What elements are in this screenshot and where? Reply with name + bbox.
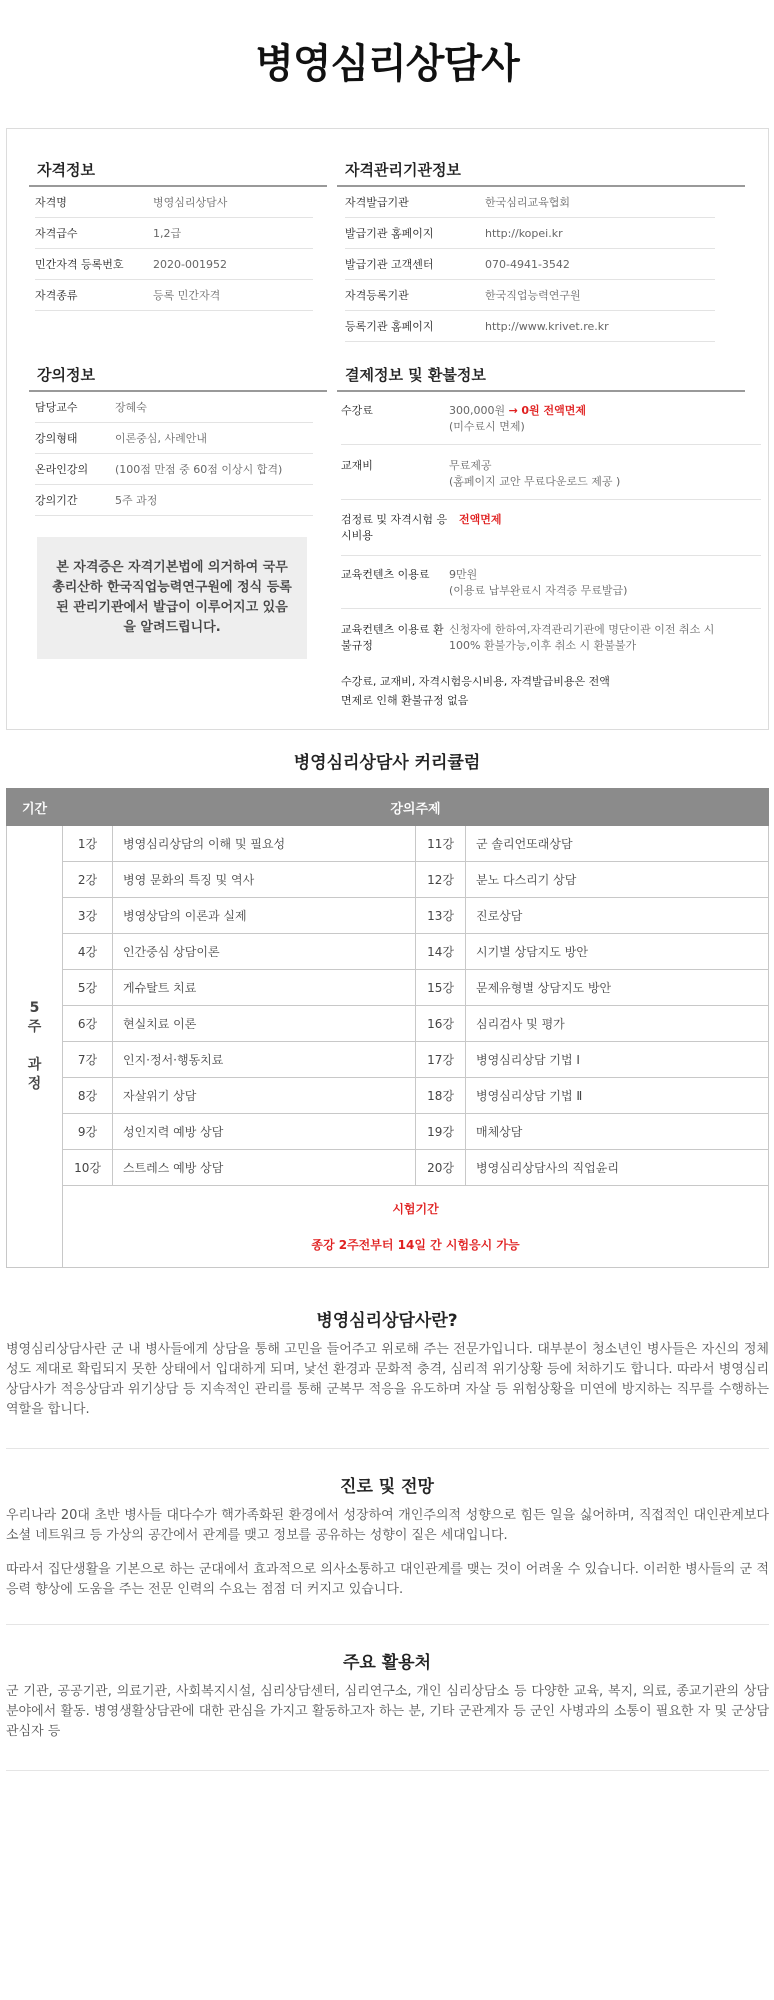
lecture-name: 인간중심 상담이론 bbox=[113, 934, 416, 970]
lecture-name: 병영심리상담사의 직업윤리 bbox=[466, 1150, 769, 1186]
institution-row bbox=[345, 187, 715, 218]
lecture-number: 11강 bbox=[416, 826, 466, 862]
lecture-name: 스트레스 예방 상담 bbox=[113, 1150, 416, 1186]
lecture-name: 군 솔리언또래상담 bbox=[466, 826, 769, 862]
content-fee-text: 9만원 bbox=[449, 568, 478, 581]
table-row bbox=[7, 934, 769, 970]
payment-material-row bbox=[341, 458, 761, 500]
payment-footnote: 수강료, 교재비, 자격시험응시비용, 자격발급비용은 전액면제로 인해 환불규정 없음 bbox=[341, 675, 610, 707]
table-row bbox=[7, 862, 769, 898]
section-divider bbox=[6, 1770, 769, 1771]
lecture-name: 시기별 상담지도 방안 bbox=[466, 934, 769, 970]
homepage-link[interactable]: http://www.krivet.re.kr bbox=[485, 319, 609, 333]
lecture-number: 8강 bbox=[63, 1078, 113, 1114]
course-row bbox=[35, 423, 313, 454]
table-row bbox=[7, 1150, 769, 1186]
curriculum-table bbox=[6, 788, 769, 1268]
lecture-number: 20강 bbox=[416, 1150, 466, 1186]
fee-arrow: → bbox=[508, 404, 518, 417]
row-value: 병영심리상담사 bbox=[153, 196, 228, 209]
exam-fee-value bbox=[459, 512, 771, 528]
qualification-row bbox=[35, 249, 313, 280]
lecture-number: 4강 bbox=[63, 934, 113, 970]
row-value: 070-4941-3542 bbox=[485, 257, 570, 271]
course-row bbox=[35, 454, 313, 485]
period-line: 과 bbox=[27, 1057, 42, 1073]
payment-title: 결제정보 및 환불정보 bbox=[345, 366, 486, 384]
lecture-name: 병영상담의 이론과 실제 bbox=[113, 898, 416, 934]
row-label: 발급기관 고객센터 bbox=[345, 258, 434, 271]
exam-fee-label: 검정료 및 자격시험 응시비용 bbox=[341, 513, 448, 542]
row-value: 1,2급 bbox=[153, 227, 182, 240]
row-label: 자격급수 bbox=[35, 227, 78, 240]
article-paragraph: 병영심리상담사란 군 내 병사들에게 상담을 통해 고민을 들어주고 위로해 주는 전문가입니다. 대부분이 청소년인 병사들은 자신의 정체성도 제대로 확립되지 못한 상태에서 입대하게 되며, 낯선 환경과 문화적 충격, 심리적 위기상황 등에 처하기도 합니다. 따라서 병영심리상담사가 적응상담과 위기상담 등 지속적인 관리를 통해 군복무 적응을 유도하며 자살 등 위험상황을 미연에 방지하는 직무를 수행하는 역할을 합니다. bbox=[6, 1342, 769, 1417]
table-row bbox=[7, 898, 769, 934]
fee-value bbox=[449, 403, 761, 435]
content-fee-label: 교육컨텐츠 이용료 bbox=[341, 568, 430, 581]
payment-content-row bbox=[341, 567, 761, 609]
fee-note: (미수료시 면제) bbox=[449, 420, 525, 433]
lecture-number: 1강 bbox=[63, 826, 113, 862]
table-row bbox=[7, 1114, 769, 1150]
lecture-number: 13강 bbox=[416, 898, 466, 934]
lecture-number: 5강 bbox=[63, 970, 113, 1006]
row-value: 한국직업능력연구원 bbox=[485, 289, 581, 302]
fee-original: 300,000원 bbox=[449, 404, 506, 417]
row-label: 발급기관 홈페이지 bbox=[345, 227, 434, 240]
lecture-name: 문제유형별 상담지도 방안 bbox=[466, 970, 769, 1006]
lecture-name: 병영심리상담의 이해 및 필요성 bbox=[113, 826, 416, 862]
row-label: 자격발급기관 bbox=[345, 196, 409, 209]
lecture-number: 2강 bbox=[63, 862, 113, 898]
table-row bbox=[7, 1078, 769, 1114]
lecture-number: 12강 bbox=[416, 862, 466, 898]
row-label: 등록기관 홈페이지 bbox=[345, 320, 434, 333]
material-label: 교재비 bbox=[341, 459, 373, 472]
qualification-row bbox=[35, 280, 313, 311]
row-value: 장혜숙 bbox=[115, 401, 147, 414]
row-value: 5주 과정 bbox=[115, 494, 158, 507]
payment-exam-row bbox=[341, 512, 761, 556]
article-title: 주요 활용처 bbox=[342, 1653, 432, 1673]
row-value: (100점 만점 중 60점 이상시 합격) bbox=[115, 463, 283, 476]
lecture-name: 병영 문화의 특징 및 역사 bbox=[113, 862, 416, 898]
lecture-name: 진로상담 bbox=[466, 898, 769, 934]
row-value: 2020-001952 bbox=[153, 257, 227, 271]
fee-free: 0원 전액면제 bbox=[521, 404, 586, 417]
section-divider bbox=[6, 1448, 769, 1449]
article-title: 병영심리상담사란? bbox=[316, 1311, 458, 1331]
table-row bbox=[7, 1006, 769, 1042]
row-value: 등록 민간자격 bbox=[153, 289, 221, 302]
exam-fee-text: 전액면제 bbox=[459, 513, 502, 526]
curriculum-title: 병영심리상담사 커리큘럼 bbox=[293, 753, 481, 773]
payment-fee-row bbox=[341, 403, 761, 445]
lecture-number: 6강 bbox=[63, 1006, 113, 1042]
qualification-title: 자격정보 bbox=[37, 161, 95, 179]
row-label: 강의기간 bbox=[35, 494, 78, 507]
period-line: 정 bbox=[27, 1076, 42, 1092]
row-value: 이론중심, 사례안내 bbox=[115, 432, 208, 445]
lecture-name: 게슈탈트 치료 bbox=[113, 970, 416, 1006]
material-note: (홈페이지 교안 무료다운로드 제공 ) bbox=[449, 475, 621, 488]
info-box bbox=[6, 128, 769, 730]
article-paragraph: 군 기관, 공공기관, 의료기관, 사회복지시설, 심리상담센터, 심리연구소, 개인 심리상담소 등 다양한 교육, 복지, 의료, 종교기관의 상담분야에서 활동. 병영생활상담관에 대한 관심을 가지고 활동하고자 하는 분, 기타 군관계자 등 군인 사병과의 소통이 필요한 자 및 군상담 관심자 등 bbox=[6, 1684, 769, 1739]
homepage-link[interactable]: http://kopei.kr bbox=[485, 226, 563, 240]
period-cell bbox=[7, 826, 63, 1268]
lecture-number: 3강 bbox=[63, 898, 113, 934]
lecture-number: 10강 bbox=[63, 1150, 113, 1186]
col-topic: 강의주제 bbox=[63, 789, 769, 826]
lecture-number: 14강 bbox=[416, 934, 466, 970]
fee-label: 수강료 bbox=[341, 404, 373, 417]
lecture-number: 7강 bbox=[63, 1042, 113, 1078]
exam-period-desc: 종강 2주전부터 14일 간 시험응시 가능 bbox=[311, 1237, 520, 1252]
institution-row bbox=[345, 280, 715, 311]
institution-row bbox=[345, 249, 715, 280]
exam-period-title: 시험기간 bbox=[392, 1201, 439, 1216]
lecture-number: 17강 bbox=[416, 1042, 466, 1078]
exam-period-cell bbox=[63, 1186, 769, 1268]
refund-label: 교육컨텐츠 이용료 환불규정 bbox=[341, 623, 444, 652]
institution-title: 자격관리기관정보 bbox=[345, 161, 461, 179]
row-value: 한국심리교육협회 bbox=[485, 196, 571, 209]
lecture-name: 병영심리상담 기법 Ⅰ bbox=[466, 1042, 769, 1078]
row-label: 민간자격 등록번호 bbox=[35, 258, 124, 271]
course-row bbox=[35, 392, 313, 423]
lecture-name: 분노 다스리기 상담 bbox=[466, 862, 769, 898]
row-label: 온라인강의 bbox=[35, 463, 89, 476]
content-fee-value bbox=[449, 567, 761, 599]
lecture-name: 심리검사 및 평가 bbox=[466, 1006, 769, 1042]
course-row bbox=[35, 485, 313, 516]
row-label: 담당교수 bbox=[35, 401, 78, 414]
lecture-name: 매체상담 bbox=[466, 1114, 769, 1150]
section-divider bbox=[6, 1624, 769, 1625]
content-fee-note: (이용료 납부완료시 자격증 무료발급) bbox=[449, 584, 628, 597]
lecture-number: 18강 bbox=[416, 1078, 466, 1114]
article-paragraph: 따라서 집단생활을 기본으로 하는 군대에서 효과적으로 의사소통하고 대인관계를 맺는 것이 어려울 수 있습니다. 이러한 병사들의 군 적응력 향상에 도움을 주는 전문 인력의 수요는 점점 더 커지고 있습니다. bbox=[6, 1562, 769, 1597]
lecture-number: 9강 bbox=[63, 1114, 113, 1150]
refund-value: 신청자에 한하여,자격관리기관에 명단이관 이전 취소 시 100% 환불가능,이후 취소 시 환불불가 bbox=[449, 623, 715, 652]
institution-row bbox=[345, 218, 715, 249]
lecture-name: 병영심리상담 기법 Ⅱ bbox=[466, 1078, 769, 1114]
payment-refund-row bbox=[341, 622, 761, 662]
col-period: 기간 bbox=[7, 789, 63, 826]
article-paragraph: 우리나라 20대 초반 병사들 대다수가 핵가족화된 환경에서 성장하여 개인주의적 성향으로 힘든 일을 싫어하며, 직접적인 대인관계보다 소셜 네트워크 등 가상의 공간에서 관계를 맺고 정보를 공유하는 성향이 짙은 세대입니다. bbox=[6, 1508, 769, 1543]
institution-row bbox=[345, 311, 715, 342]
period-line: 5 bbox=[29, 1000, 40, 1016]
payment-divider bbox=[337, 390, 745, 392]
lecture-name: 자살위기 상담 bbox=[113, 1078, 416, 1114]
lecture-number: 15강 bbox=[416, 970, 466, 1006]
qualification-row bbox=[35, 187, 313, 218]
lecture-name: 현실치료 이론 bbox=[113, 1006, 416, 1042]
lecture-number: 19강 bbox=[416, 1114, 466, 1150]
row-label: 자격종류 bbox=[35, 289, 78, 302]
article-title: 진로 및 전망 bbox=[340, 1477, 434, 1497]
qualification-notice: 본 자격증은 자격기본법에 의거하여 국무총리산하 한국직업능력연구원에 정식 등록된 관리기관에서 발급이 이루어지고 있음을 알려드립니다. bbox=[37, 537, 307, 659]
page-title: 병영심리상담사 bbox=[255, 41, 519, 87]
lecture-number: 16강 bbox=[416, 1006, 466, 1042]
lecture-name: 성인지력 예방 상담 bbox=[113, 1114, 416, 1150]
table-row bbox=[7, 970, 769, 1006]
table-row bbox=[7, 1042, 769, 1078]
exam-row bbox=[7, 1186, 769, 1268]
material-value bbox=[449, 458, 761, 490]
qualification-row bbox=[35, 218, 313, 249]
period-line: 주 bbox=[27, 1019, 42, 1035]
material-text: 무료제공 bbox=[449, 459, 492, 472]
curriculum-header bbox=[7, 789, 769, 826]
course-title: 강의정보 bbox=[37, 366, 95, 384]
row-label: 자격등록기관 bbox=[345, 289, 409, 302]
row-label: 자격명 bbox=[35, 196, 67, 209]
row-label: 강의형태 bbox=[35, 432, 78, 445]
lecture-name: 인지·정서·행동치료 bbox=[113, 1042, 416, 1078]
table-row bbox=[7, 826, 769, 862]
